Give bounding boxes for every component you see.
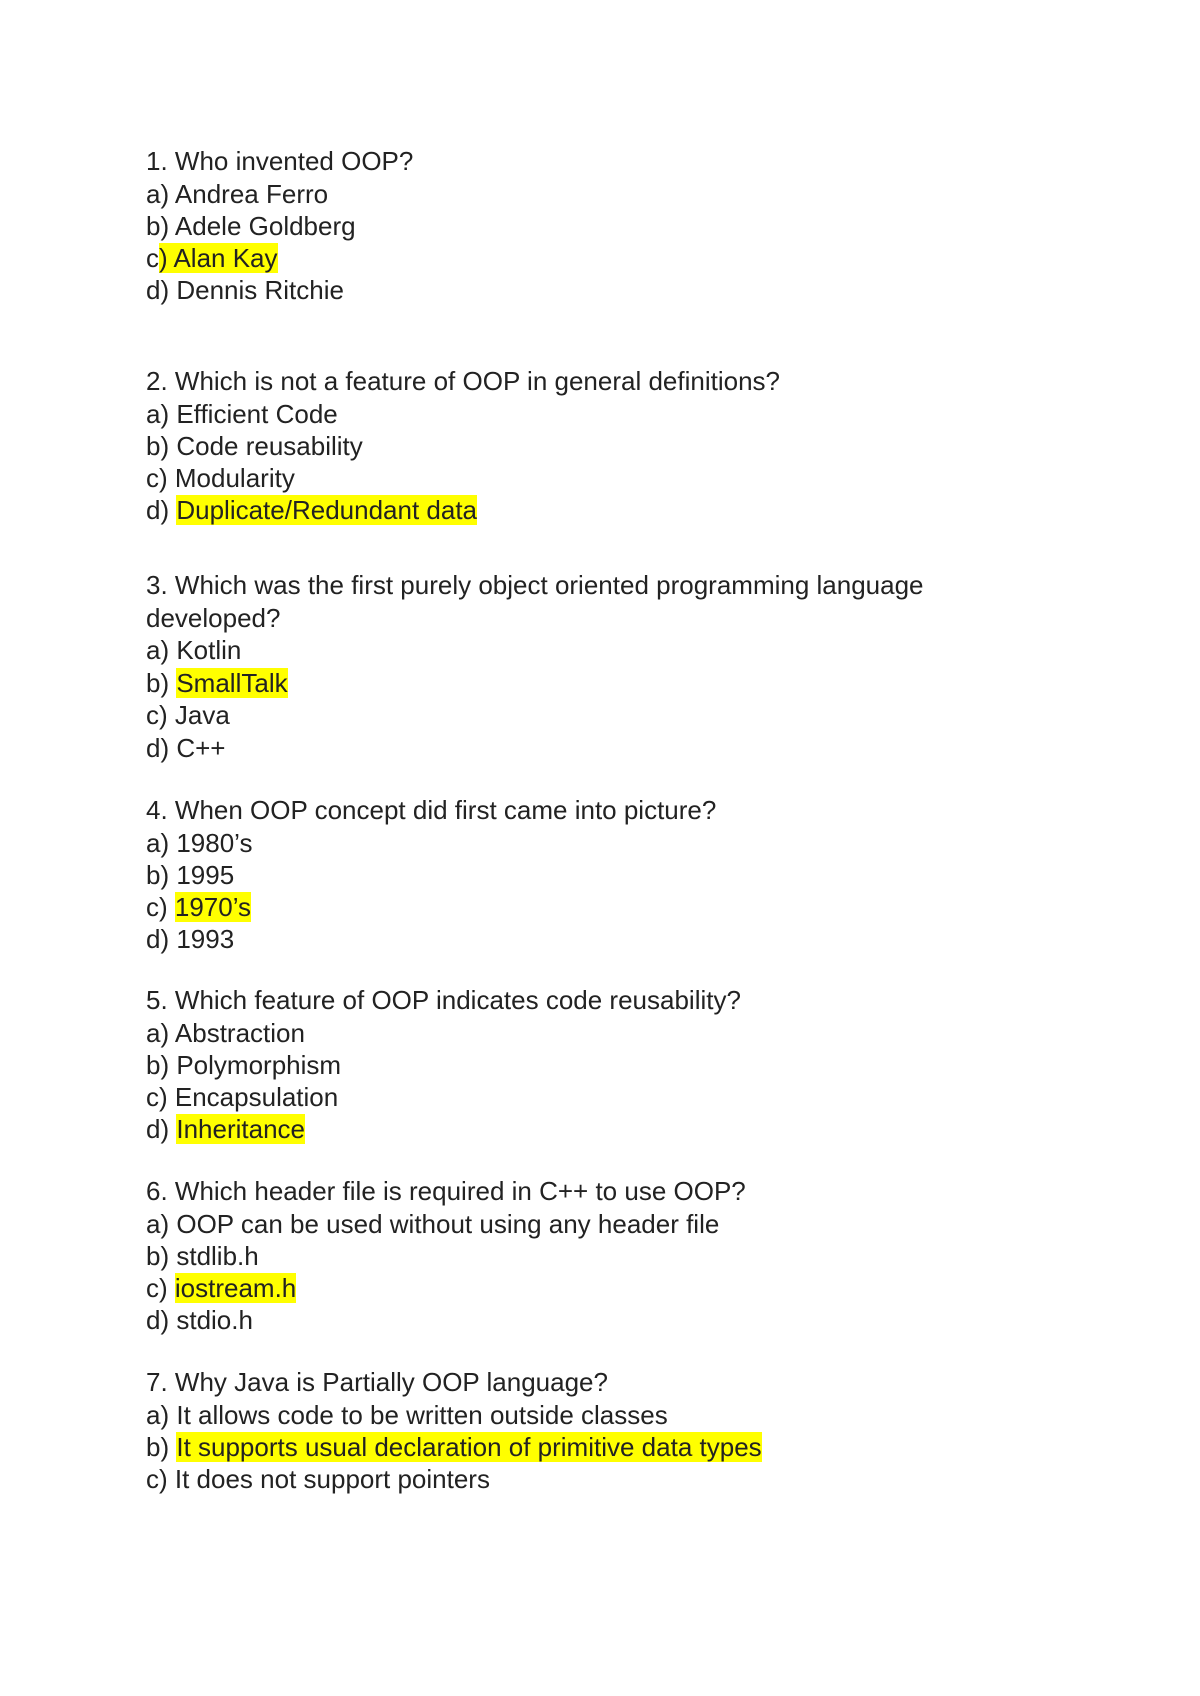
option-a: a) Abstraction — [146, 1018, 305, 1048]
option-b: b) Code reusability — [146, 431, 363, 461]
option-prefix: b) — [146, 1432, 177, 1462]
highlighted-answer: 1970’s — [174, 892, 252, 922]
option-b: b) stdlib.h — [146, 1241, 259, 1271]
question-text: 6. Which header file is required in C++ to use OOP? — [146, 1176, 746, 1206]
option-b-answer — [146, 1431, 1106, 1463]
option-a: a) 1980’s — [146, 828, 253, 858]
option-d: d) stdio.h — [146, 1305, 253, 1335]
option-prefix: c — [146, 243, 159, 273]
option-d: d) Dennis Ritchie — [146, 275, 344, 305]
question-text: 5. Which feature of OOP indicates code reusability? — [146, 985, 741, 1015]
option-d: d) 1993 — [146, 924, 235, 954]
option-a: a) OOP can be used without using any header file — [146, 1209, 720, 1239]
option-prefix: c) — [146, 892, 175, 922]
option-c-answer — [146, 1272, 1106, 1304]
option-prefix: d) — [146, 495, 177, 525]
option-d: d) C++ — [146, 732, 226, 763]
option-c-answer — [146, 242, 1106, 274]
question-text: 7. Why Java is Partially OOP language? — [146, 1367, 608, 1397]
option-b: b) Polymorphism — [146, 1050, 342, 1080]
highlighted-answer: It supports usual declaration of primitive data types — [176, 1432, 762, 1462]
question-block-5 — [146, 984, 1106, 1145]
highlighted-answer: Inheritance — [176, 1114, 305, 1144]
question-text: 3. Which was the first purely object oriented programming language — [146, 570, 924, 600]
option-prefix: c) — [146, 1273, 175, 1303]
highlighted-answer: Duplicate/Redundant data — [176, 495, 478, 525]
question-text: 1. Who invented OOP? — [146, 146, 414, 176]
option-b-answer — [146, 667, 1106, 700]
question-block-2 — [146, 365, 1106, 526]
option-c-answer — [146, 891, 1106, 923]
option-a: a) It allows code to be written outside classes — [146, 1400, 668, 1430]
option-prefix: d) — [146, 1114, 177, 1144]
option-c: c) Encapsulation — [146, 1082, 339, 1112]
question-text-continued: developed? — [146, 602, 281, 633]
option-d-answer — [146, 494, 1106, 526]
question-block-7 — [146, 1366, 1106, 1495]
question-text: 2. Which is not a feature of OOP in general definitions? — [146, 366, 780, 396]
option-b: b) 1995 — [146, 860, 235, 890]
highlighted-answer: iostream.h — [174, 1273, 297, 1303]
question-block-1 — [146, 145, 1106, 306]
highlighted-answer: SmallTalk — [176, 667, 288, 698]
question-block-6 — [146, 1175, 1106, 1336]
question-block-3 — [146, 569, 1106, 764]
question-text: 4. When OOP concept did first came into picture? — [146, 795, 717, 825]
option-c: c) It does not support pointers — [146, 1464, 490, 1494]
option-a: a) Andrea Ferro — [146, 179, 329, 209]
option-c: c) Java — [146, 700, 230, 730]
highlighted-answer: ) Alan Kay — [159, 243, 278, 273]
question-block-4 — [146, 794, 1106, 955]
option-a: a) Kotlin — [146, 635, 242, 665]
option-c: c) Modularity — [146, 463, 295, 493]
option-prefix: b) — [146, 667, 177, 698]
option-b: b) Adele Goldberg — [146, 211, 356, 241]
option-a: a) Efficient Code — [146, 399, 338, 429]
option-d-answer — [146, 1113, 1106, 1145]
